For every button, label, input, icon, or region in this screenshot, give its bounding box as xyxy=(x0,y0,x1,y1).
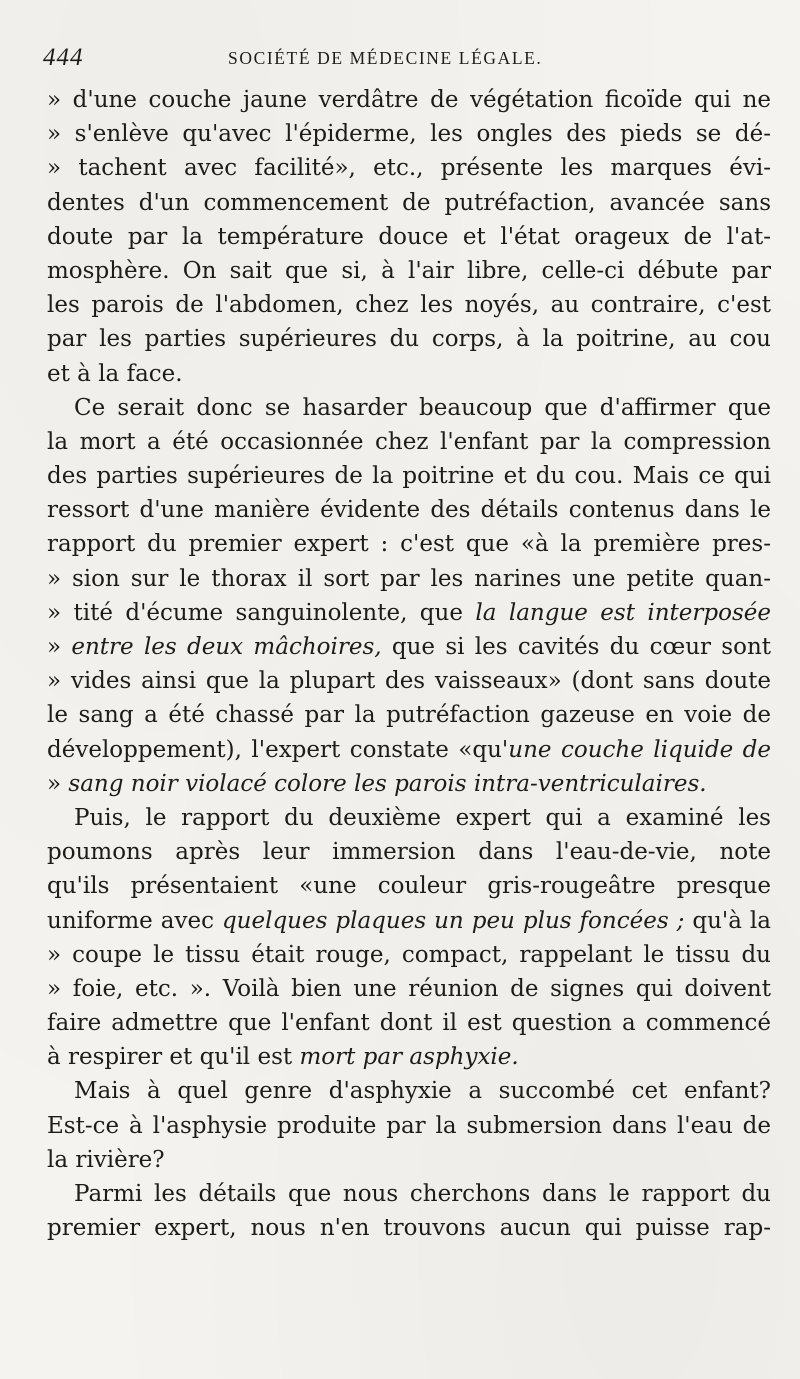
text-line xyxy=(47,904,771,938)
text-run: » xyxy=(47,770,69,797)
text-line: rapport du premier expert : c'est que «à la première pres- xyxy=(47,531,771,558)
italic-run: la langue est interposée xyxy=(475,599,771,626)
text-line: des parties supérieures de la poitrine et du cou. Mais ce qui xyxy=(47,463,771,490)
italic-run: entre les deux mâchoires, xyxy=(71,634,382,660)
text-run: » tité d'écume sanguinolente, que xyxy=(47,599,476,626)
text-line: Ce serait donc se hasarder beaucoup que d'affirmer que xyxy=(74,394,771,421)
text-line: » sion sur le thorax il sort par les narines une petite quan- xyxy=(47,565,771,592)
text-line: » foie, etc. ». Voilà bien une réunion de signes qui doivent xyxy=(47,975,771,1002)
text-line: Est-ce à l'asphysie produite par la submersion dans l'eau de xyxy=(47,1112,771,1139)
text-line: Mais à quel genre d'asphyxie a succombé cet enfant? xyxy=(74,1078,771,1105)
text-run: développement), l'expert constate «qu' xyxy=(47,736,509,763)
text-run: qu'à la xyxy=(684,907,771,934)
text-line: la mort a été occasionnée chez l'enfant par la compression xyxy=(47,428,771,455)
text-line: faire admettre que l'enfant dont il est question a commencé xyxy=(47,1010,771,1037)
running-title: SOCIÉTÉ DE MÉDECINE LÉGALE. xyxy=(228,48,543,68)
text-line: par les parties supérieures du corps, à la poitrine, au cou xyxy=(47,326,771,353)
text-line: Puis, le rapport du deuxième expert qui a examiné les xyxy=(74,804,771,831)
text-line: » tachent avec facilité», etc., présente les marques évi- xyxy=(47,155,771,182)
text-run: que si les cavités du cœur sont xyxy=(381,634,771,660)
text-line: les parois de l'abdomen, chez les noyés, au contraire, c'est xyxy=(47,292,771,319)
text-run: uniforme avec xyxy=(47,907,222,934)
text-line: » coupe le tissu était rouge, compact, rappelant le tissu du xyxy=(47,941,771,968)
text-line xyxy=(47,630,771,664)
page-header xyxy=(43,44,783,74)
text-line: la rivière? xyxy=(47,1146,165,1173)
text-line: » d'une couche jaune verdâtre de végétation ficoïde qui ne xyxy=(47,87,771,113)
text-line xyxy=(47,1040,771,1074)
italic-run: quelques plaques un peu plus foncées ; xyxy=(221,907,685,934)
text-line: qu'ils présentaient «une couleur gris-rougeâtre presque xyxy=(47,873,771,900)
text-run: à respirer et qu'il est xyxy=(47,1044,300,1071)
page-number: 444 xyxy=(43,44,84,71)
text-line: doute par la température douce et l'état orageux de l'at- xyxy=(47,223,771,250)
text-line: poumons après leur immersion dans l'eau-de-vie, note xyxy=(47,839,771,866)
italic-run: une couche liquide de xyxy=(508,736,772,763)
body-text xyxy=(47,83,771,1245)
text-line xyxy=(47,596,771,630)
text-line: le sang a été chassé par la putréfaction gazeuse en voie de xyxy=(47,702,771,729)
text-line xyxy=(47,733,771,767)
text-line: » vides ainsi que la plupart des vaisseaux» (dont sans doute xyxy=(47,668,771,695)
text-line: dentes d'un commencement de putréfaction, avancée sans xyxy=(47,189,771,216)
text-line: premier expert, nous n'en trouvons aucun qui puisse rap- xyxy=(47,1215,771,1242)
text-run: » xyxy=(47,634,72,660)
italic-run: sang noir violacé colore les parois intra-ventriculaires. xyxy=(68,770,707,797)
text-line: Parmi les détails que nous cherchons dans le rapport du xyxy=(74,1181,771,1207)
text-line: » s'enlève qu'avec l'épiderme, les ongles des pieds se dé- xyxy=(47,121,771,148)
text-line xyxy=(47,767,771,801)
text-line: et à la face. xyxy=(47,360,183,387)
italic-run: mort par asphyxie. xyxy=(299,1044,519,1071)
text-line: ressort d'une manière évidente des détails contenus dans le xyxy=(47,497,771,524)
text-line: mosphère. On sait que si, à l'air libre, celle-ci débute par xyxy=(47,257,771,284)
